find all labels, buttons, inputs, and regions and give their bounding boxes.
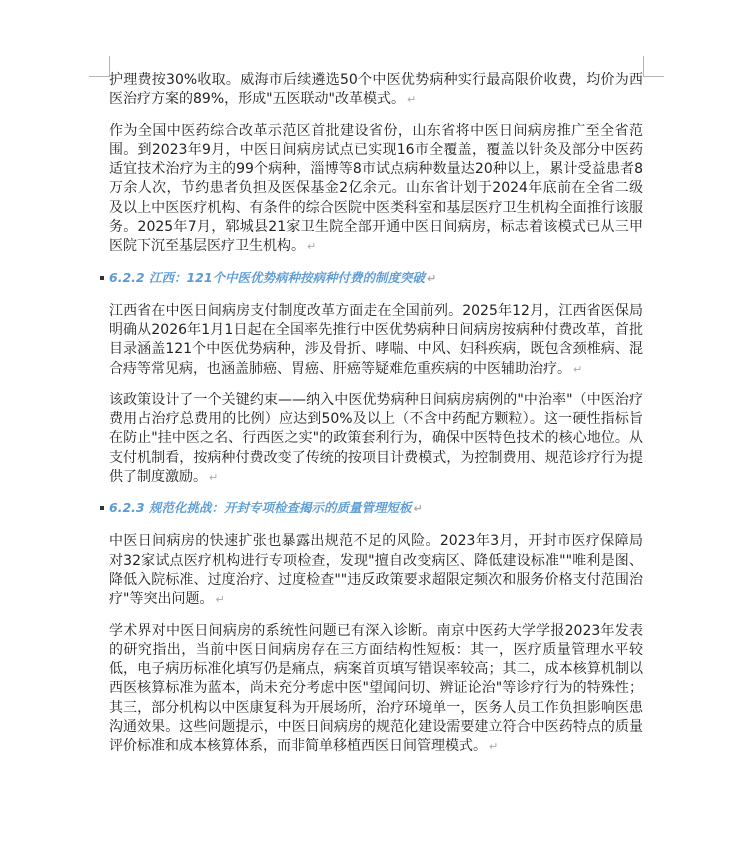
heading-bullet-icon (100, 276, 104, 280)
paragraph-mark-icon: ↵ (489, 740, 499, 754)
heading-bullet-icon (100, 506, 104, 510)
paragraph-mark-icon: ↵ (573, 362, 583, 376)
paragraph-mark-icon: ↵ (307, 240, 317, 254)
paragraph[interactable]: 学术界对中医日间病房的系统性问题已有深入诊断。南京中医药大学学报2023年发表的研究指出，当前中医日间病房存在三方面结构性短板：其一，医疗质量管理水平较低，电子病历标准化填写仍是痛点，病案首页填写错误率较高；其二，成本核算机制以西医核算标准为蓝本，尚未充分考虑中医"望闻问切、辨证论治"等诊疗行为的特殊性；其三，部分机构以中医康复科为开展场所，治疗环境单一，医务人员工作负担影响医患沟通效果。这些问题提示，中医日间病房的规范化建设需要建立符合中医药特点的质量评价标准和成本核算体系，而非简单移植西医日间管理模式。 ↵ (109, 622, 643, 755)
crop-mark-top-right (643, 56, 664, 77)
crop-mark-top-left (89, 56, 110, 77)
paragraph[interactable]: 护理费按30%收取。威海市后续遴选50个中医优势病种实行最高限价收费，均价为西医治疗方案的89%，形成"五医联动"改革模式。 ↵ (109, 72, 643, 108)
document-body[interactable] (109, 71, 643, 769)
paragraph[interactable]: 作为全国中医药综合改革示范区首批建设省份，山东省将中医日间病房推广至全省范围。到2023年9月，中医日间病房试点已实现16市全覆盖，覆盖以针灸及部分中医药适宜技术治疗为主的99个病种，淄博等8市试点病种数量达20种以上，累计受益患者8万余人次，节约患者负担及医保基金2亿余元。山东省计划于2024年底前在全省二级及以上中医医疗机构、有条件的综合医院中医类科室和基层医疗卫生机构全面推行该服务。2025年7月，郓城县21家卫生院全部开通中医日间病房，标志着该模式已从三甲医院下沉至基层医疗卫生机构。 ↵ (109, 122, 643, 255)
paragraph[interactable]: 江西省在中医日间病房支付制度改革方面走在全国前列。2025年12月，江西省医保局明确从2026年1月1日起在全国率先推行中医优势病种日间病房按病种付费改革，首批目录涵盖121个中医优势病种，涉及骨折、哮喘、中风、妇科疾病，既包含颈椎病、混合痔等常见病，也涵盖肺癌、胃癌、肝癌等疑难危重疾病的中医辅助治疗。 ↵ (109, 302, 643, 377)
paragraph-mark-icon: ↵ (209, 471, 219, 485)
paragraph-mark-icon: ↵ (407, 93, 417, 107)
section-heading-6-2-2[interactable]: 6.2.2 江西：121个中医优势病种按病种付费的制度突破 ↵ (109, 269, 643, 288)
paragraph-mark-icon: ↵ (427, 271, 437, 285)
section-heading-6-2-3[interactable]: 6.2.3 规范化挑战：开封专项检查揭示的质量管理短板 ↵ (109, 499, 643, 518)
paragraph-mark-icon: ↵ (413, 502, 423, 516)
paragraph-mark-icon: ↵ (215, 593, 225, 607)
paragraph[interactable]: 中医日间病房的快速扩张也暴露出规范不足的风险。2023年3月，开封市医疗保障局对32家试点医疗机构进行专项检查，发现"擅自改变病区、降低建设标准""唯利是图、降低入院标准、过度治疗、过度检查""违反政策要求超限定频次和服务价格支付范围治疗"等突出问题。 ↵ (109, 533, 643, 608)
paragraph[interactable]: 该政策设计了一个关键约束——纳入中医优势病种日间病房病例的"中治率"（中医治疗费用占治疗总费用的比例）应达到50%及以上（不含中药配方颗粒）。这一硬性指标旨在防止"挂中医之名、行西医之实"的政策套利行为，确保中医特色技术的核心地位。从支付机制看，按病种付费改变了传统的按项目计费模式，为控制费用、规范诊疗行为提供了制度激励。 ↵ (109, 391, 643, 486)
